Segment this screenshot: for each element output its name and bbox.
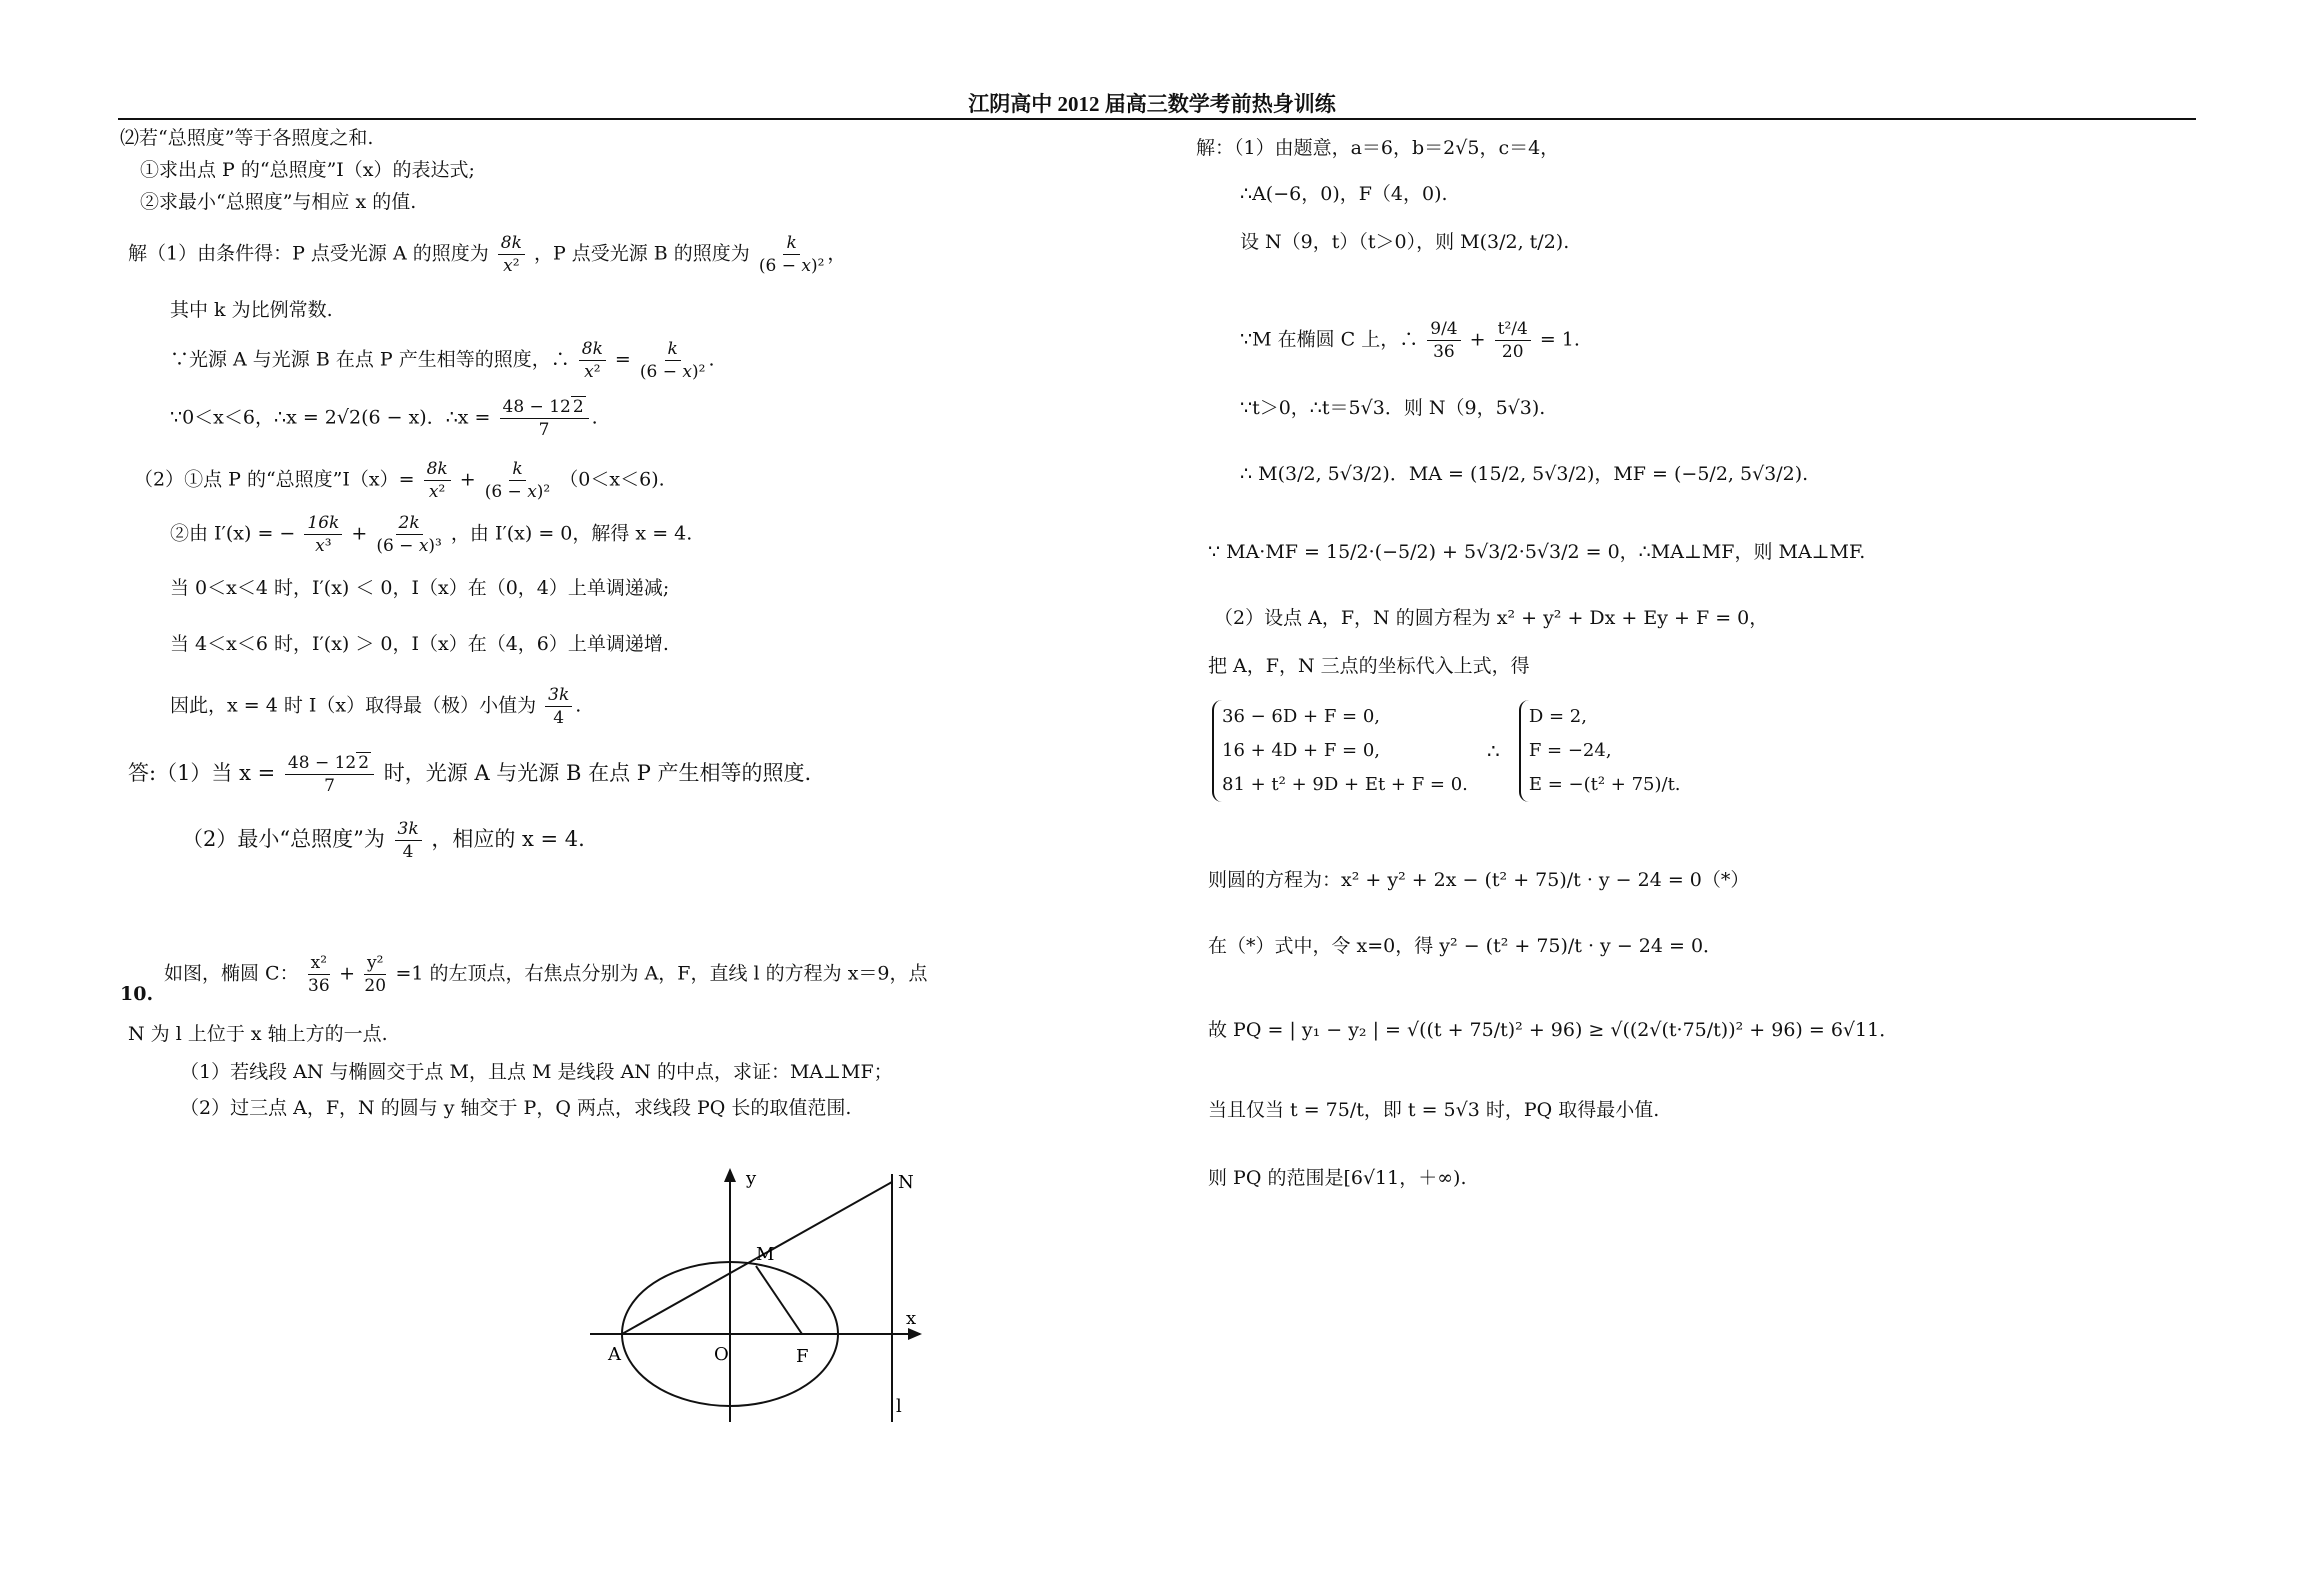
label-x: x xyxy=(906,1308,917,1329)
r-line7: ∵ MA·MF = 15/2·(−5/2) + 5√3/2·5√3/2 = 0，∴MA⊥MF，则 MA⊥MF. xyxy=(1208,541,1866,563)
ellipse-diagram xyxy=(580,1160,940,1430)
fraction-k-6x2: $\frac{k}{\text{(6 − x)²}}$ xyxy=(758,233,825,276)
ans1-text-a: 答:（1）当 x = xyxy=(128,761,276,785)
ans2-text-a: （2）最小“总照度”为 xyxy=(182,827,385,851)
r-line3: 设 N（9，t）（t＞0），则 M(3/2, t/2). xyxy=(1240,231,1570,253)
fraction-t24-20: $\frac{\text{t²/4}}{20}$ xyxy=(1495,318,1531,363)
label-n: N xyxy=(898,1172,914,1193)
fraction-16k-x3: $\frac{16k}{\text{x³}}$ xyxy=(304,512,342,557)
system-1 xyxy=(1212,700,1468,802)
r-line1: 解：（1）由题意，a＝6，b＝2√5，c＝4， xyxy=(1196,137,1560,159)
sol2-2-text-b: ，由 I′(x) = 0，解得 x = 4. xyxy=(450,522,693,545)
r-line11: 在（*）式中，令 x=0，得 y² − (t² + 75)/t · y − 24 = 0． xyxy=(1208,935,1723,957)
r-line6: ∴ M(3/2, 5√3/2)．MA = (15/2, 5√3/2)，MF = (−5/2, 5√3/2). xyxy=(1240,463,1809,485)
sys1-eq3: 81 + t² + 9D + Et + F = 0. xyxy=(1222,774,1468,795)
label-l: l xyxy=(896,1396,902,1417)
system-2 xyxy=(1519,700,1681,802)
sys2-eq2: F = −24, xyxy=(1528,740,1612,761)
label-a: A xyxy=(608,1344,621,1365)
r-line9: 把 A，F，N 三点的坐标代入上式，得 xyxy=(1208,655,1530,677)
min-text: 因此，x = 4 时 I（x）取得最（极）小值为 xyxy=(170,694,537,717)
question-number: 10. xyxy=(120,983,154,1005)
q2-intro: ⑵若“总照度”等于各照度之和. xyxy=(120,127,374,149)
fraction-8k-x2: $\frac{8k}{\text{x²}}$ xyxy=(498,232,525,277)
sol1-text-b: ，P 点受光源 B 的照度为 xyxy=(533,242,750,265)
fraction-x-value: $\frac{48 - 12 2}{7}$ xyxy=(500,396,589,441)
r-line2: ∴A(−6，0)，F（4，0). xyxy=(1240,183,1448,205)
fraction-x2-36: $\frac{\text{x²}}{36}$ xyxy=(308,953,330,996)
fraction-3k-4-b: $\frac{3k}{4}$ xyxy=(395,818,422,863)
sol2-1-text: （2）①点 P 的“总照度”I（x）= xyxy=(134,468,415,491)
r-line13: 当且仅当 t = 75/t，即 t = 5√3 时，PQ 取得最小值. xyxy=(1208,1099,1660,1121)
sys2-eq3: E = −(t² + 75)/t. xyxy=(1528,774,1681,795)
increasing-line: 当 4＜x＜6 时，I′(x) ＞ 0，I（x）在（4，6）上单调递增. xyxy=(170,633,669,655)
label-f: F xyxy=(796,1346,809,1367)
solution-1-line: 解（1）由条件得：P 点受光源 A 的照度为 $\frac{8k}{\text{x²}}$ ，P 点受光源 B 的照度为 $\frac{k}{\text{(6 − x)²}}$ ， xyxy=(128,233,847,276)
sol1-text-a: 解（1）由条件得：P 点受光源 A 的照度为 xyxy=(128,242,489,265)
equation-system xyxy=(1212,700,1681,802)
fraction-k-6x2-c: $\frac{k}{\text{(6 − x)²}}$ xyxy=(484,459,551,502)
sys1-eq2: 16 + 4D + F = 0, xyxy=(1222,740,1381,761)
answer-1-line xyxy=(128,752,811,797)
fraction-8k-x2-c: $\frac{8k}{\text{x²}}$ xyxy=(424,458,451,503)
sol1-k-line: 其中 k 为比例常数. xyxy=(170,299,333,321)
sol1-eq-text: ∵光源 A 与光源 B 在点 P 产生相等的照度，∴ xyxy=(170,348,570,371)
r4-text: ∵M 在椭圆 C 上，∴ xyxy=(1240,328,1419,351)
label-y: y xyxy=(746,1168,757,1189)
minimum-line: 因此，x = 4 时 I（x）取得最（极）小值为 $\frac{3k}{4}$ . xyxy=(170,685,582,728)
sol1-range-text: ∵0＜x＜6，∴x = 2√2(6 − x)．∴x = xyxy=(170,406,491,429)
sys2-eq1: D = 2, xyxy=(1528,706,1587,727)
sys1-eq1: 36 − 6D + F = 0, xyxy=(1222,706,1381,727)
q2-part2: ②求最小“总照度”与相应 x 的值. xyxy=(140,191,417,213)
sol1-range-line: ∵0＜x＜6，∴x = 2√2(6 − x)．∴x = $\frac{48 - 12 2}{7}$ . xyxy=(170,397,598,440)
q10-text-a: 如图，椭圆 C： xyxy=(164,962,299,985)
label-o: O xyxy=(714,1344,729,1365)
ans2-text-b: ，相应的 x = 4. xyxy=(431,827,585,851)
answer-2-line xyxy=(182,818,585,863)
sol1-equal-line: ∵光源 A 与光源 B 在点 P 产生相等的照度，∴ $\frac{8k}{\text{x²}}$ = $\frac{k}{\text{(6 − x)²}}$ . xyxy=(170,339,715,382)
fraction-3k-4: $\frac{3k}{4}$ xyxy=(545,684,572,729)
q2-part1: ①求出点 P 的“总照度”I（x）的表达式; xyxy=(140,159,475,181)
sol2-part1-line: （2）①点 P 的“总照度”I（x）= $\frac{8k}{\text{x²}}$ + $\frac{k}{\text{(6 − x)²}}$ （0＜x＜6). xyxy=(134,459,665,502)
r-line5: ∵t＞0，∴t＝5√3．则 N（9，5√3). xyxy=(1240,397,1546,419)
ans1-text-b: 时，光源 A 与光源 B 在点 P 产生相等的照度. xyxy=(383,761,812,785)
decreasing-line: 当 0＜x＜4 时，I′(x) ＜ 0，I（x）在（0，4）上单调递减; xyxy=(170,577,670,599)
header-rule xyxy=(118,118,2196,120)
r-line8: （2）设点 A，F，N 的圆方程为 x² + y² + Dx + Ey + F = 0， xyxy=(1214,607,1769,629)
page-header: 江阴高中 2012 届高三数学考前热身训练 xyxy=(968,92,1336,116)
r-line4: ∵M 在椭圆 C 上，∴ $\frac{9/4}{36}$ + $\frac{\text{t²/4}}{20}$ = 1. xyxy=(1240,319,1580,362)
label-m: M xyxy=(756,1244,775,1265)
fraction-k-6x2-b: $\frac{k}{\text{(6 − x)²}}$ xyxy=(639,339,706,382)
q10-text-b: =1 的左顶点，右焦点分别为 A，F，直线 l 的方程为 x＝9，点 xyxy=(395,962,928,985)
therefore-symbol: ∴ xyxy=(1487,739,1500,763)
q10-part1: （1）若线段 AN 与椭圆交于点 M，且点 M 是线段 AN 的中点，求证：MA⊥MF； xyxy=(180,1061,893,1083)
q10-line1: 如图，椭圆 C： $\frac{\text{x²}}{36}$ + $\frac{\text{y²}}{20}$ =1 的左顶点，右焦点分别为 A，F，直线 l 的方程为 x＝9，点 xyxy=(164,953,928,996)
fraction-8k-x2-b: $\frac{8k}{\text{x²}}$ xyxy=(579,338,606,383)
fraction-y2-20: $\frac{\text{y²}}{20}$ xyxy=(364,953,387,996)
sol2-1-range: （0＜x＜6). xyxy=(559,468,665,491)
r-line14: 则 PQ 的范围是[6√11，＋∞). xyxy=(1208,1167,1467,1189)
r-line12: 故 PQ = | y₁ − y₂ | = √((t + 75/t)² + 96) ≥ √((2√(t·75/t))² + 96) = 6√11． xyxy=(1208,1019,1899,1041)
sol2-part2-line: ②由 I′(x) = − $\frac{16k}{\text{x³}}$ + $\frac{2k}{\text{(6 − x)³}}$ ，由 I′(x) = 0，解得 x = 4. xyxy=(170,513,693,556)
fraction-94-36: $\frac{9/4}{36}$ xyxy=(1427,318,1460,363)
sol2-2-text-a: ②由 I′(x) = − xyxy=(170,522,296,545)
q10-part2: （2）过三点 A，F，N 的圆与 y 轴交于 P，Q 两点，求线段 PQ 长的取值范围. xyxy=(180,1097,852,1119)
fraction-2k-6x3: $\frac{2k}{\text{(6 − x)³}}$ xyxy=(376,513,442,556)
fraction-x-answer: $\frac{48 - 12 2}{7}$ xyxy=(285,752,374,797)
q10-line2: N 为 l 上位于 x 轴上方的一点. xyxy=(128,1023,388,1045)
r-line10: 则圆的方程为：x² + y² + 2x − (t² + 75)/t · y − 24 = 0（*） xyxy=(1208,869,1750,891)
